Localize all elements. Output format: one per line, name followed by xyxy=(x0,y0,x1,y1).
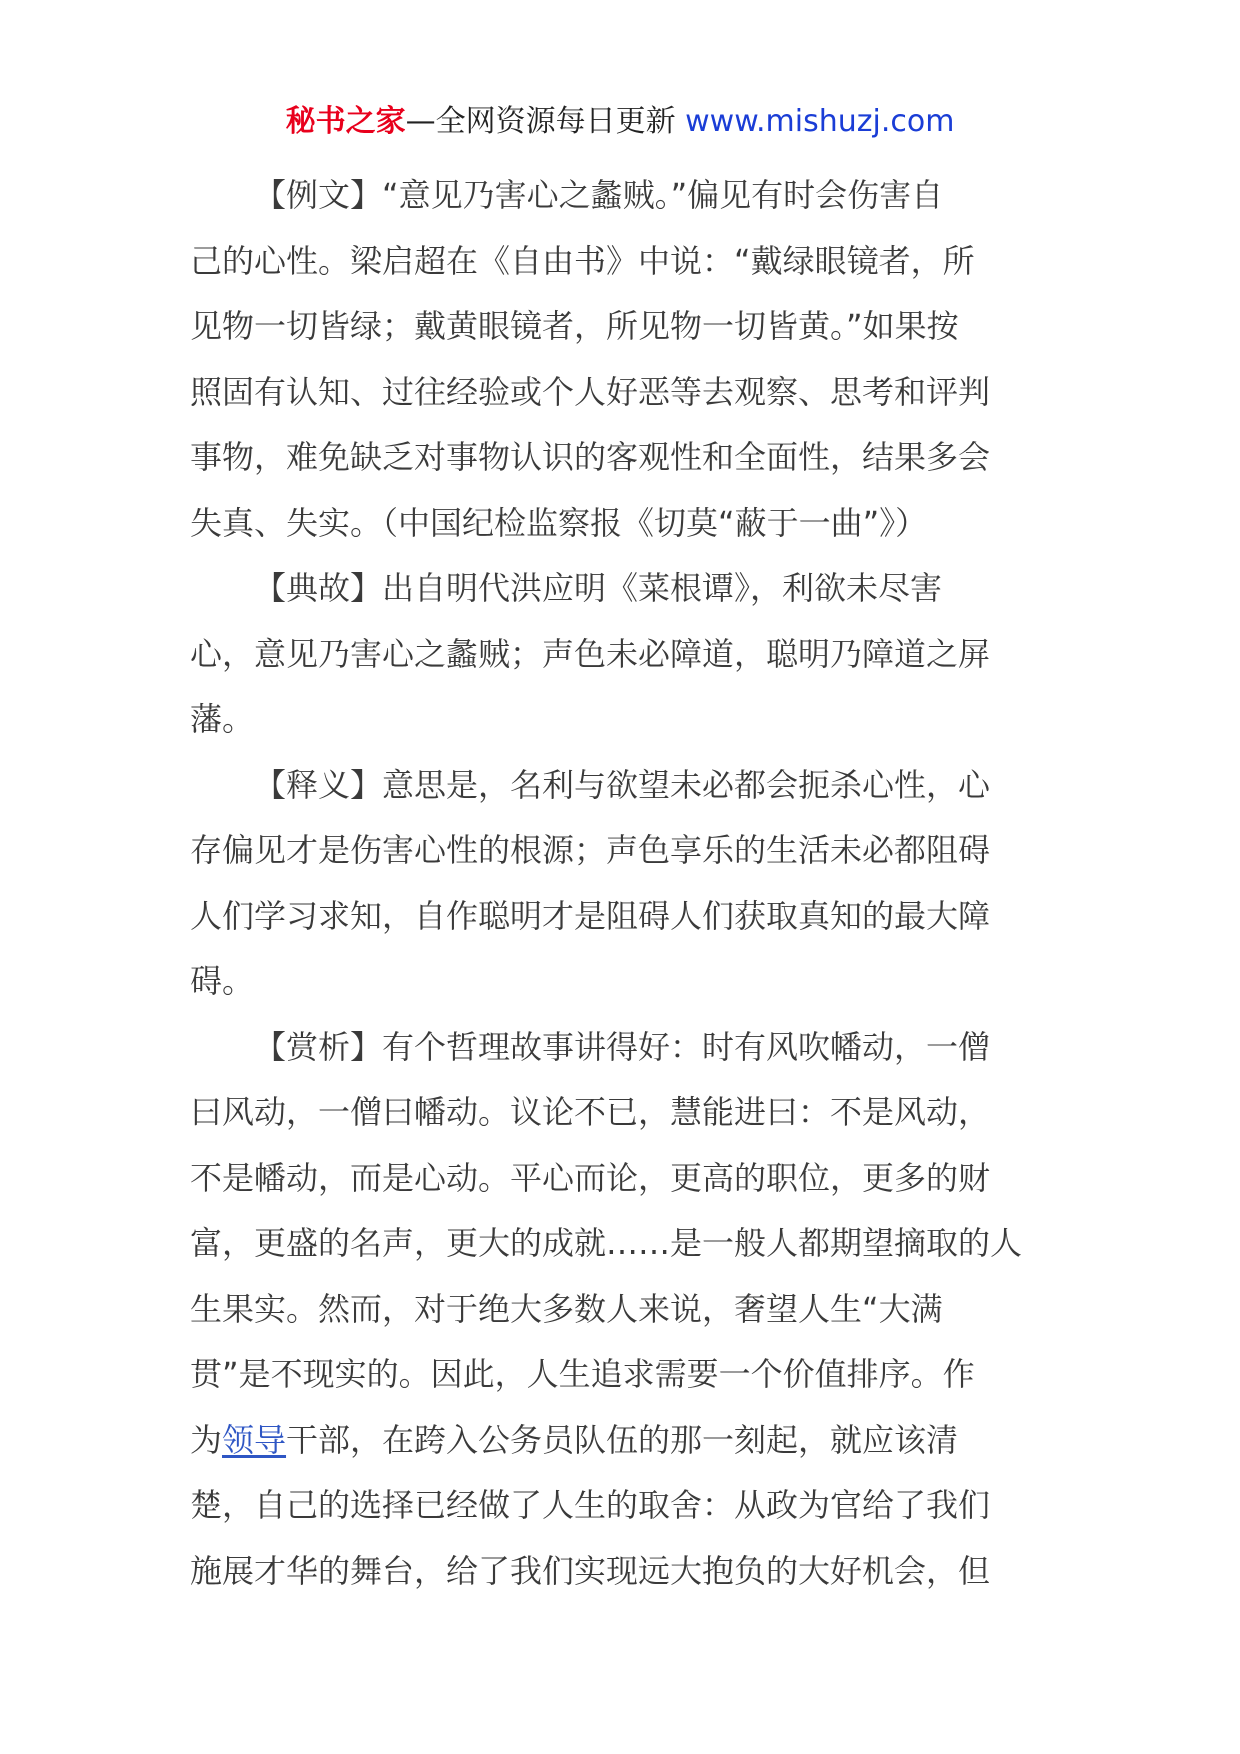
paragraph-line: 【典故】出自明代洪应明《菜根谭》，利欲未尽害 xyxy=(254,569,943,607)
paragraph-line: 楚，自己的选择已经做了人生的取舍：从政为官给了我们 xyxy=(190,1486,991,1524)
line-text-before: 为 xyxy=(190,1420,223,1459)
paragraph-line: 照固有认知、过往经验或个人好恶等去观察、思考和评判 xyxy=(190,372,991,411)
paragraph-line: 人们学习求知，自作聪明才是阻碍人们获取真知的最大障 xyxy=(190,896,991,935)
header-tagline: —全网资源每日更新 xyxy=(405,104,676,139)
paragraph-line: 事物，难免缺乏对事物认识的客观性和全面性，结果多会 xyxy=(190,438,991,476)
paragraph-line xyxy=(190,1408,1060,1474)
paragraph-line: 碍。 xyxy=(190,962,255,1000)
paragraph-line: 富，更盛的名声，更大的成就……是一般人都期望摘取的人 xyxy=(190,1224,1023,1262)
paragraph-line: 【例文】“意见乃害心之蠡贼。”偏见有时会伤害自 xyxy=(254,176,944,214)
paragraph-line: 贯”是不现实的。因此，人生追求需要一个价值排序。作 xyxy=(190,1355,975,1393)
paragraph-line: 【赏析】有个哲理故事讲得好：时有风吹幡动，一僧 xyxy=(254,1027,991,1066)
line-text-after: 干部，在跨入公务员队伍的那一刻起，就应该清 xyxy=(286,1420,959,1459)
paragraph-line: 己的心性。梁启超在《自由书》中说：“戴绿眼镜者，所 xyxy=(190,241,975,280)
paragraph-line: 不是幡动，而是心动。平心而论，更高的职位，更多的财 xyxy=(190,1158,991,1197)
leader-link[interactable]: 领导 xyxy=(222,1420,287,1459)
paragraph-line: 施展才华的舞台，给了我们实现远大抱负的大好机会，但 xyxy=(190,1551,991,1590)
paragraph-line: 失真、失实。（中国纪检监察报《切莫“蔽于一曲”》） xyxy=(190,503,928,542)
page-header xyxy=(0,100,1240,144)
site-url-link[interactable]: www.mishuzj.com xyxy=(685,104,955,139)
brand-name: 秘书之家 xyxy=(285,104,406,139)
paragraph-line: 心，意见乃害心之蠡贼；声色未必障道，聪明乃障道之屏 xyxy=(190,634,991,673)
paragraph-line: 藩。 xyxy=(190,700,255,738)
paragraph-line: 生果实。然而，对于绝大多数人来说，奢望人生“大满 xyxy=(190,1289,943,1328)
paragraph-line: 【释义】意思是，名利与欲望未必都会扼杀心性，心 xyxy=(254,765,991,804)
paragraph-line: 曰风动，一僧曰幡动。议论不已，慧能进曰：不是风动， xyxy=(190,1093,991,1131)
paragraph-line: 存偏见才是伤害心性的根源；声色享乐的生活未必都阻碍 xyxy=(190,831,991,869)
paragraph-line: 见物一切皆绿；戴黄眼镜者，所见物一切皆黄。”如果按 xyxy=(190,307,959,345)
article-body xyxy=(190,163,1060,1604)
